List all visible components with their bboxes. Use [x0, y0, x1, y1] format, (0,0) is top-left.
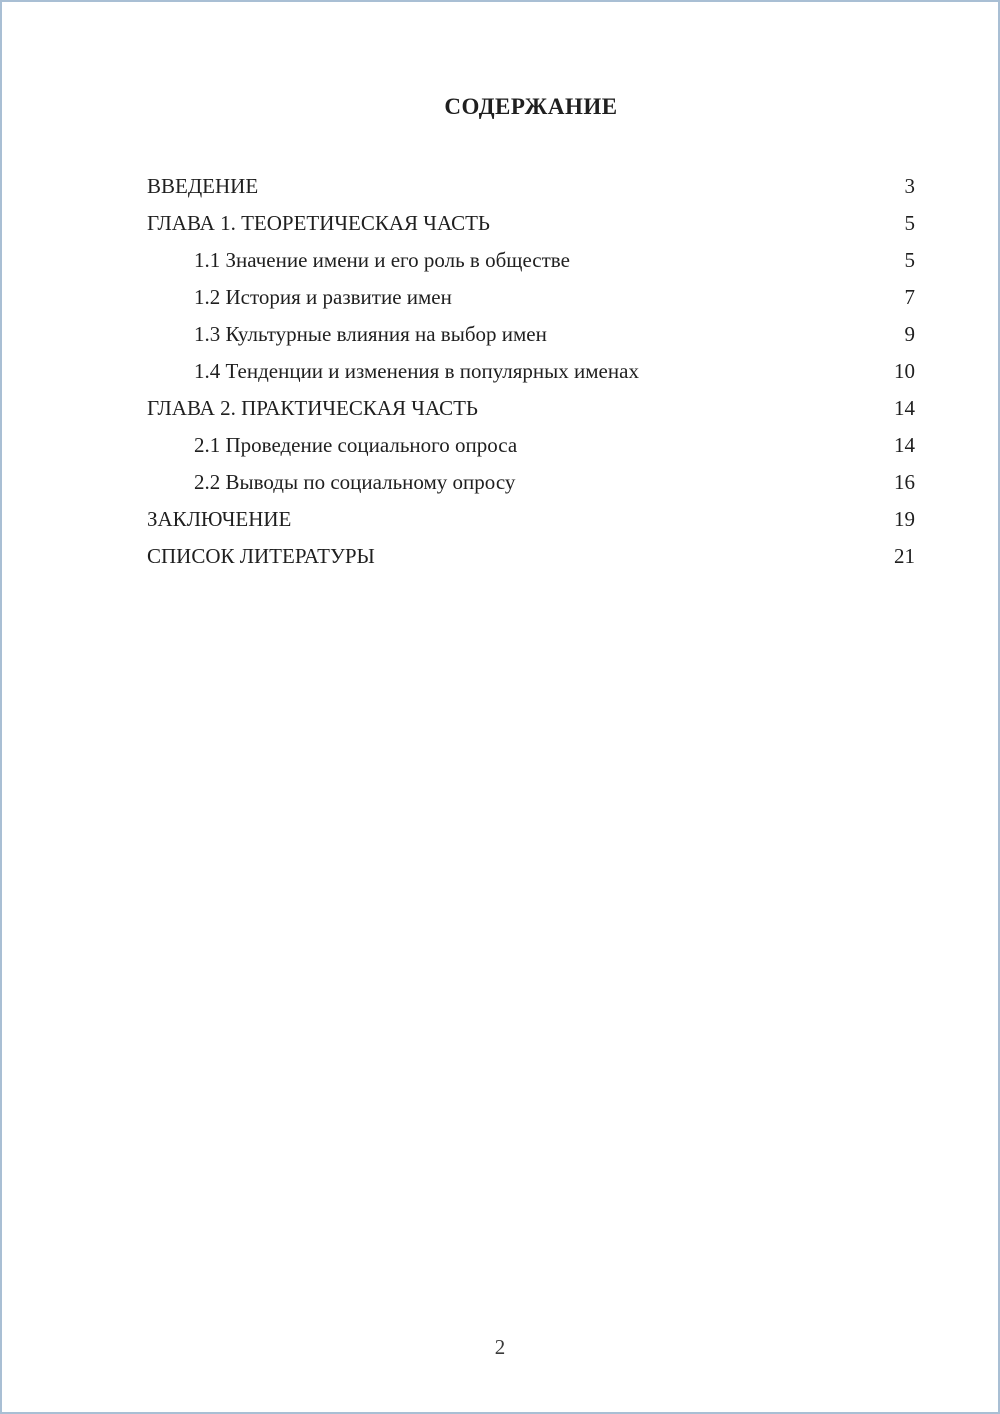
toc-entry-label: СПИСОК ЛИТЕРАТУРЫ [147, 544, 375, 568]
toc-entry-page: 7 [904, 285, 915, 309]
toc-entry-label: 2.2 Выводы по социальному опросу [194, 470, 516, 494]
toc-entry [147, 390, 915, 427]
toc-entry-page: 19 [894, 507, 915, 531]
toc-entry-label: 1.1 Значение имени и его роль в обществе [194, 248, 570, 272]
toc-entry-page: 3 [904, 174, 915, 198]
toc-entry-page: 5 [904, 211, 915, 235]
toc-entry-page: 14 [894, 433, 915, 457]
toc-content [147, 94, 915, 575]
toc-entry-label: ГЛАВА 1. ТЕОРЕТИЧЕСКАЯ ЧАСТЬ [147, 211, 490, 235]
toc-entry-label: 1.2 История и развитие имен [194, 285, 452, 309]
toc-entry-page: 21 [894, 544, 915, 568]
toc-entry [147, 242, 915, 279]
toc-entry [147, 427, 915, 464]
toc-entry-label: 1.4 Тенденции и изменения в популярных именах [194, 359, 639, 383]
toc-entry-page: 10 [894, 359, 915, 383]
toc-entry [147, 501, 915, 538]
toc-entry-label: 1.3 Культурные влияния на выбор имен [194, 322, 547, 346]
toc-entry-page: 5 [904, 248, 915, 272]
toc-entry-page: 9 [904, 322, 915, 346]
toc-entry [147, 538, 915, 575]
toc-entry-label: ГЛАВА 2. ПРАКТИЧЕСКАЯ ЧАСТЬ [147, 396, 478, 420]
toc-entry-label: ВВЕДЕНИЕ [147, 174, 259, 198]
toc-entry-label: 2.1 Проведение социального опроса [194, 433, 518, 457]
toc-entry [147, 464, 915, 501]
toc-entry-page: 16 [894, 470, 915, 494]
toc-entry [147, 205, 915, 242]
toc-entry [147, 316, 915, 353]
footer-page-number: 2 [494, 1335, 506, 1359]
table-of-contents [147, 168, 915, 575]
toc-entry [147, 353, 915, 390]
toc-entry-label: ЗАКЛЮЧЕНИЕ [147, 507, 292, 531]
page-title: СОДЕРЖАНИЕ [444, 94, 618, 119]
toc-entry [147, 279, 915, 316]
toc-entry [147, 168, 915, 205]
toc-entry-page: 14 [894, 396, 915, 420]
